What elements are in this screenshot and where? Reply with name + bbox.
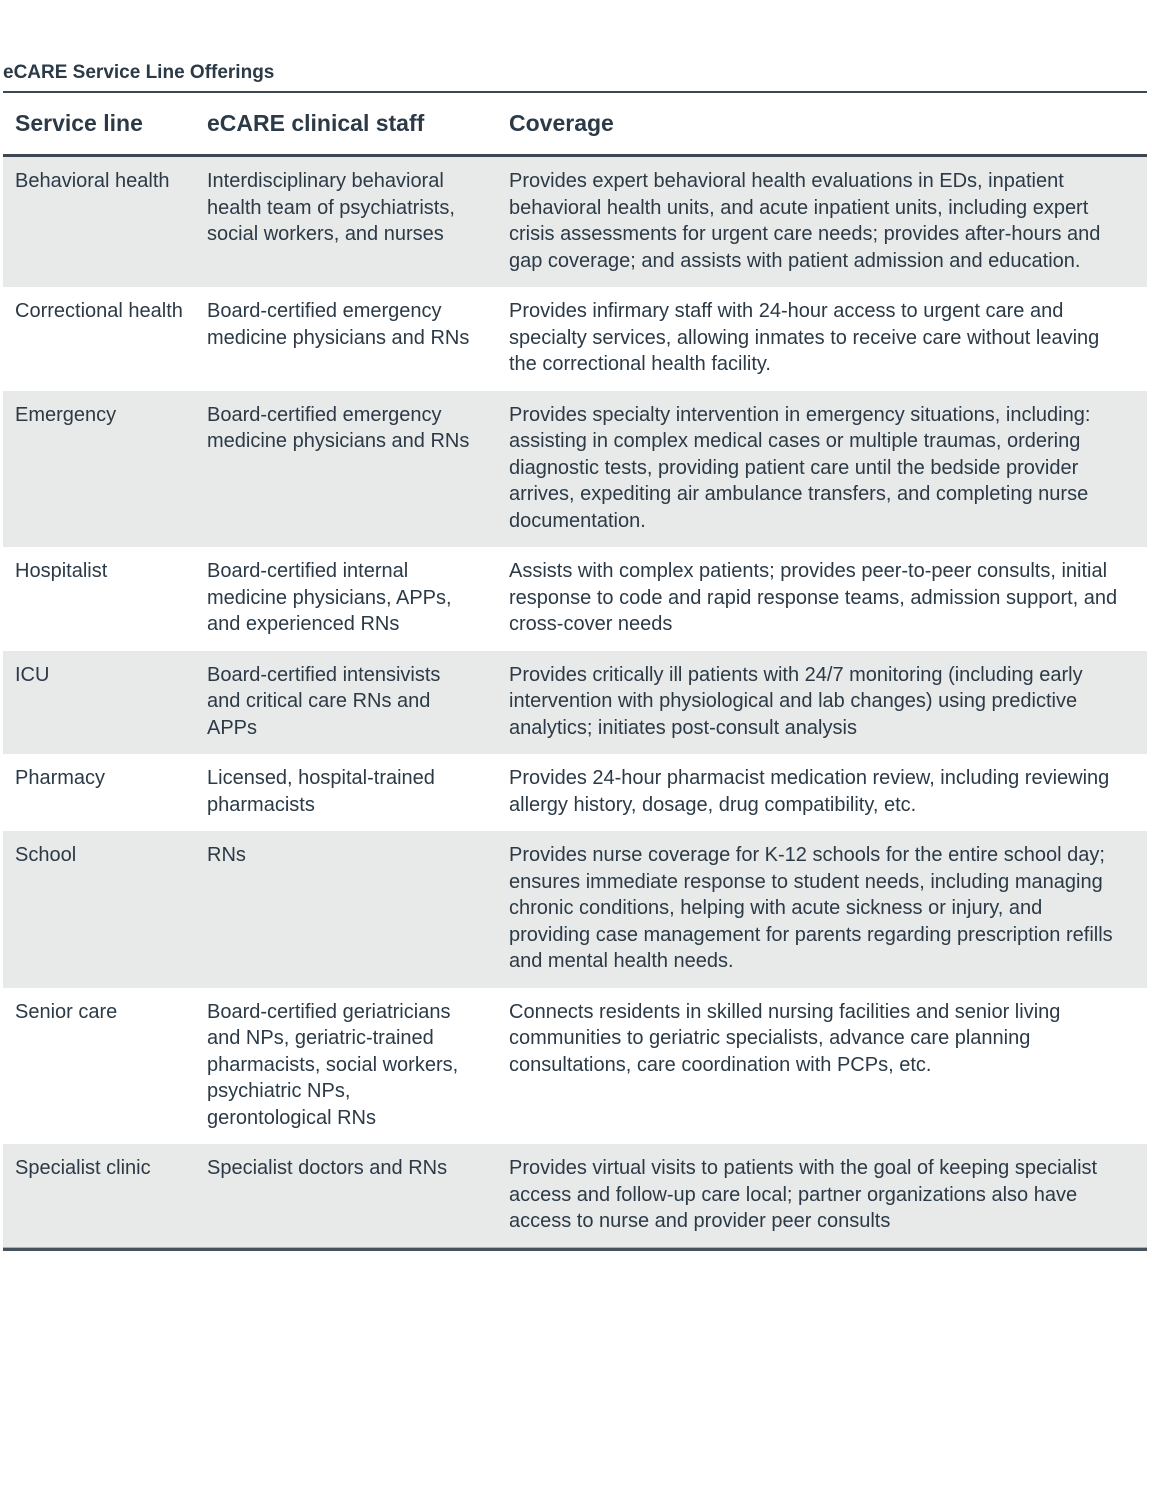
column-header-service-line: Service line (15, 110, 143, 136)
cell-clinical-staff: Licensed, hospital-trained pharmacists (207, 767, 435, 816)
cell-clinical-staff: Interdisciplinary behavioral health team of psychiatrists, social workers, and nurses (207, 170, 455, 245)
page-title: eCARE Service Line Offerings (3, 62, 275, 83)
cell-service-line: Senior care (15, 1000, 118, 1023)
cell-coverage: Provides 24-hour pharmacist medication review, including reviewing allergy history, dosage, drug compatibility, etc. (509, 767, 1110, 816)
cell-clinical-staff: Board-certified geriatricians and NPs, geriatric-trained pharmacists, social workers, psychiatric NPs, gerontological RNs (207, 1000, 459, 1129)
cell-service-line: School (15, 844, 77, 866)
cell-coverage: Provides infirmary staff with 24-hour access to urgent care and specialty services, allowing inmates to receive care without leaving the correctional health facility. (509, 300, 1100, 375)
table-row (3, 391, 1147, 548)
cell-coverage: Provides virtual visits to patients with the goal of keeping specialist access and follow-up care local; partner organizations also have access to nurse and provider peer consults (509, 1157, 1098, 1232)
table-row (3, 651, 1147, 755)
cell-clinical-staff: Board-certified intensivists and critical care RNs and APPs (207, 663, 441, 739)
cell-clinical-staff: Board-certified internal medicine physicians, APPs, and experienced RNs (207, 560, 452, 635)
cell-coverage: Assists with complex patients; provides peer-to-peer consults, initial response to code and rapid response teams, admission support, and cross-cover needs (509, 560, 1118, 635)
table-row (3, 754, 1147, 831)
cell-service-line: Emergency (15, 403, 117, 426)
cell-clinical-staff: Board-certified emergency medicine physicians and RNs (207, 300, 470, 349)
table-row (3, 547, 1147, 651)
cell-service-line: ICU (15, 663, 50, 686)
column-header-coverage: Coverage (509, 110, 614, 136)
table-row (3, 157, 1147, 287)
service-line-table (3, 91, 1147, 1251)
cell-coverage: Provides nurse coverage for K-12 schools for the entire school day; ensures immediate response to student needs, including managing chronic conditions, helping with acute sickness or injury, and providing case management for parents regarding prescription refills and mental health needs. (509, 844, 1113, 972)
cell-clinical-staff: Board-certified emergency medicine physicians and RNs (207, 403, 470, 452)
cell-coverage: Provides expert behavioral health evaluations in EDs, inpatient behavioral health units, and acute inpatient units, including expert crisis assessments for urgent care needs; provides after-hours and gap coverage; and assists with patient admission and education. (509, 170, 1101, 272)
cell-clinical-staff: RNs (207, 844, 246, 866)
cell-coverage: Connects residents in skilled nursing facilities and senior living communities to geriatric specialists, advance care planning consultations, care coordination with PCPs, etc. (509, 1000, 1061, 1076)
cell-service-line: Hospitalist (15, 560, 108, 582)
table-row (3, 988, 1147, 1145)
table-row (3, 287, 1147, 391)
cell-service-line: Behavioral health (15, 170, 170, 192)
cell-coverage: Provides specialty intervention in emergency situations, including: assisting in complex medical cases or multiple traumas, ordering diagnostic tests, providing patient care until the bedside provider arrives, expediting air ambulance transfers, and completing nurse documentation. (509, 403, 1091, 532)
cell-clinical-staff: Specialist doctors and RNs (207, 1157, 448, 1179)
table-header-row (3, 93, 1147, 154)
document-page (0, 62, 1152, 1494)
cell-service-line: Correctional health (15, 300, 183, 322)
table-bottom-rule (3, 1248, 1147, 1251)
table-row (3, 831, 1147, 988)
cell-service-line: Specialist clinic (15, 1157, 151, 1179)
table-body (3, 157, 1147, 1248)
table-row (3, 1144, 1147, 1248)
cell-service-line: Pharmacy (15, 767, 106, 789)
column-header-clinical-staff: eCARE clinical staff (207, 110, 425, 136)
cell-coverage: Provides critically ill patients with 24/7 monitoring (including early intervention with physiological and lab changes) using predictive analytics; initiates post-consult analysis (509, 663, 1083, 739)
